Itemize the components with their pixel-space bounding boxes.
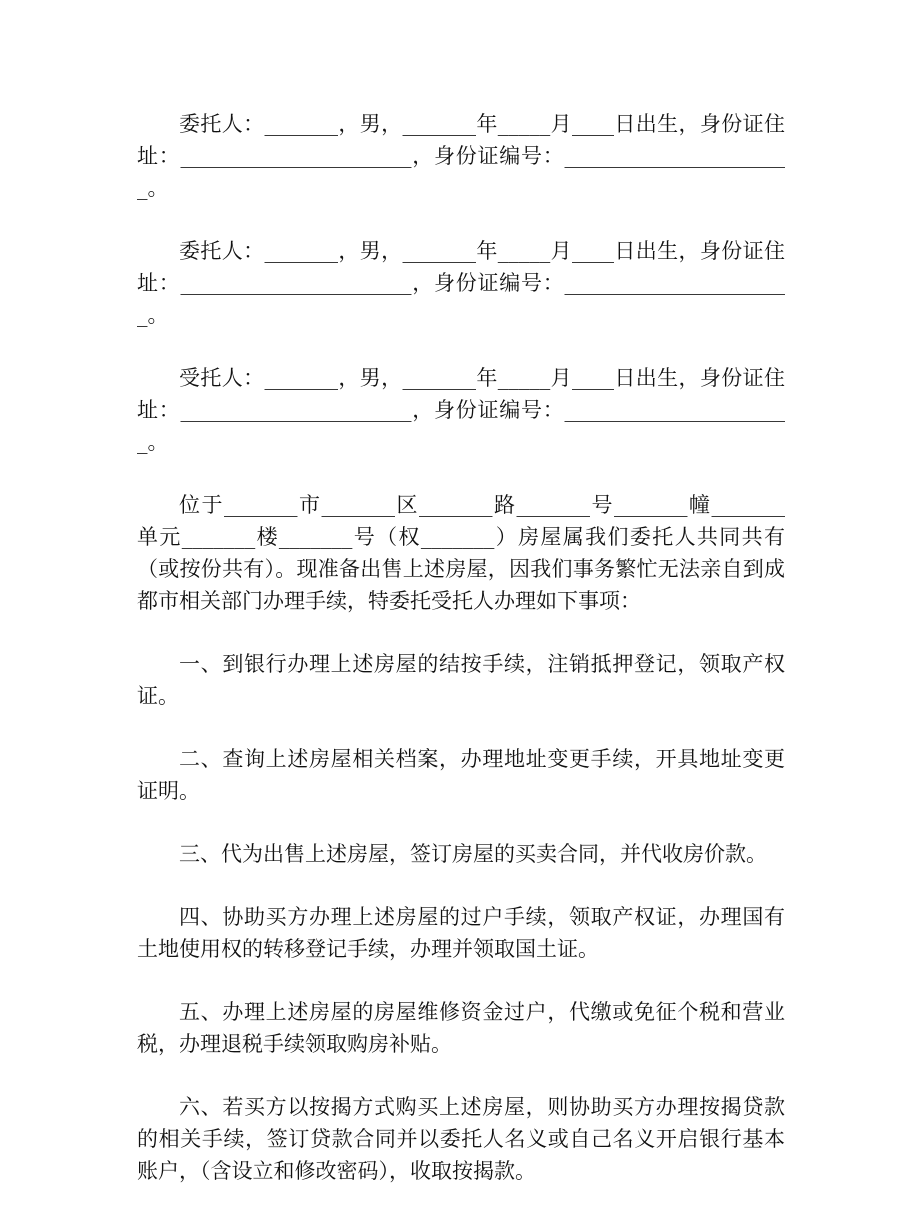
item-3-paragraph: 三、代为出售上述房屋，签订房屋的买卖合同，并代收房价款。 [179,842,767,866]
item-4-paragraph: 四、协助买方办理上述房屋的过户手续，领取产权证，办理国有土地使用权的转移登记手续，办理并领取国土证。 [137,905,785,961]
property-paragraph: 位于_______市_______区_______路_______号_______幢_______单元_______楼_______号（权_______）房屋属我们委托人共同共有（或按份共有）。现准备出售上述房屋，因我们事务繁忙无法亲自到成都市相关部门办理手续，特委托受托人办理如下事项： [137,493,785,613]
item-2-paragraph: 二、查询上述房屋相关档案，办理地址变更手续，开具地址变更证明。 [137,747,785,803]
document-page [137,108,785,1218]
item-6-paragraph: 六、若买方以按揭方式购买上述房屋，则协助买方办理按揭贷款的相关手续，签订贷款合同并以委托人名义或自己名义开启银行基本账户，（含设立和修改密码），收取按揭款。 [137,1095,785,1183]
agent-paragraph: 受托人：_______，男，_______年_____月____日出生，身份证住址：______________________，身份证编号：______________________。 [137,366,785,454]
item-5-paragraph: 五、办理上述房屋的房屋维修资金过户，代缴或免征个税和营业税，办理退税手续领取购房补贴。 [137,1000,785,1056]
principal-2-paragraph: 委托人：_______，男，_______年_____月____日出生，身份证住址：______________________，身份证编号：______________________。 [137,239,785,327]
principal-1-paragraph: 委托人：_______，男，_______年_____月____日出生，身份证住址：______________________，身份证编号：______________________。 [137,112,785,200]
item-1-paragraph: 一、到银行办理上述房屋的结按手续，注销抵押登记，领取产权证。 [137,652,785,708]
